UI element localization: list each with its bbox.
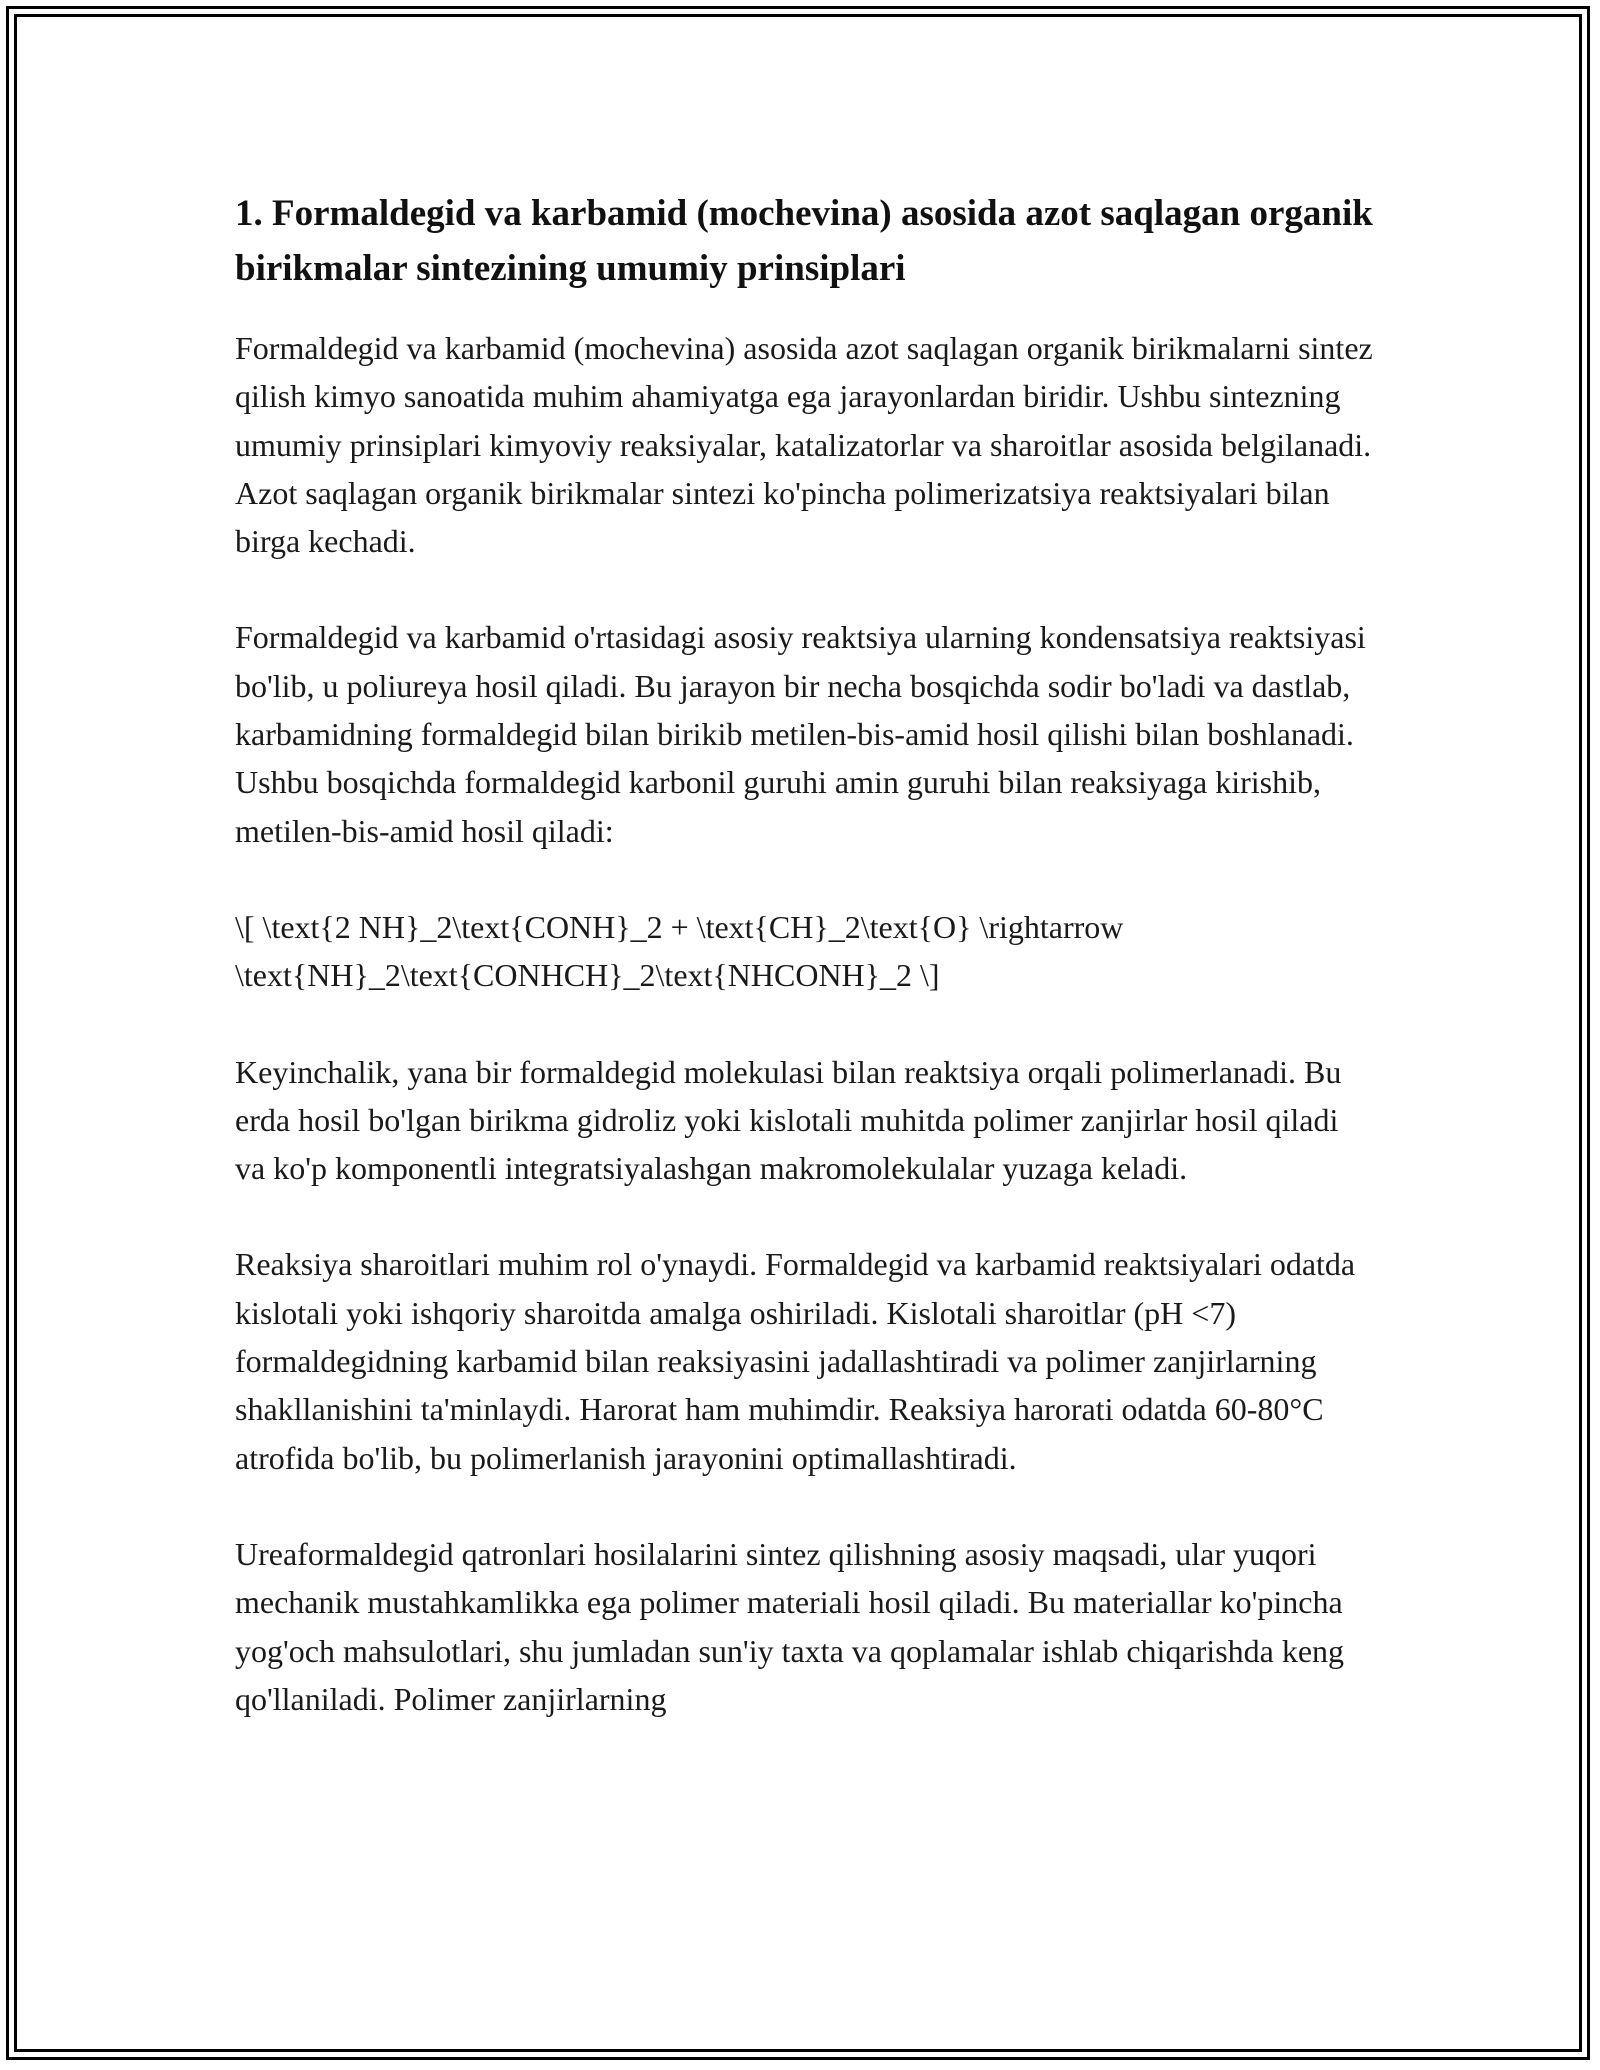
paragraph-polymerization: Keyinchalik, yana bir formaldegid molekulasi bilan reaktsiya orqali polimerlanadi. Bu erda hosil bo'lgan birikma gidroliz yoki kislotali muhitda polimer zanjirlar hosil qiladi va ko'p komponentli integratsiyalashgan makromolekulalar yuzaga keladi. — [235, 1053, 1342, 1187]
paragraph-intro: Formaldegid va karbamid (mochevina) asosida azot saqlagan organik birikmalarni sintez qilish kimyo sanoatida muhim ahamiyatga ega jarayonlardan biridir. Ushbu sintezning umumiy prinsiplari kimyoviy reaksiyalar, katalizatorlar va sharoitlar asosida belgilanadi. Azot saqlagan organik birikmalar sintezi ko'pincha polimerizatsiya reaktsiyalari bilan birga kechadi. — [235, 330, 1373, 560]
paragraph-condensation: Formaldegid va karbamid o'rtasidagi asosiy reaktsiya ularning kondensatsiya reaktsiyasi bo'lib, u poliureya hosil qiladi. Bu jarayon bir necha bosqichda sodir bo'ladi va dastlab, karbamidning formaldegid bilan birikib metilen-bis-amid hosil qilishi bilan boshlanadi. Ushbu bosqichda formaldegid karbonil guruhi amin guruhi bilan reaksiyaga kirishib, metilen-bis-amid hosil qiladi: — [235, 619, 1366, 849]
paragraph-conditions: Reaksiya sharoitlari muhim rol o'ynaydi. Formaldegid va karbamid reaktsiyalari odatda kislotali yoki ishqoriy sharoitda amalga oshiriladi. Kislotali sharoitlar (pH <7) formaldegidning karbamid bilan reaksiyasini jadallashtiradi va polimer zanjirlarning shakllanishini ta'minlaydi. Harorat ham muhimdir. Reaksiya harorati odatda 60-80°C atrofida bo'lib, bu polimerlanish jarayonini optimallashtiradi. — [235, 1246, 1356, 1476]
section-heading: 1. Formaldegid va karbamid (mochevina) asosida azot saqlagan organik birikmalar sintezining umumiy prinsiplari — [235, 193, 1373, 289]
paragraph-applications: Ureaformaldegid qatronlari hosilalarini sintez qilishning asosiy maqsadi, ular yuqori mechanik mustahkamlikka ega polimer materiali hosil qiladi. Bu materiallar ko'pincha yog'och mahsulotlari, shu jumladan sun'iy taxta va qoplamalar ishlab chiqarishda keng qo'llaniladi. Polimer zanjirlarning — [235, 1535, 1345, 1717]
document-body — [235, 186, 1375, 1771]
reaction-equation: \[ \text{2 NH}_2\text{CONH}_2 + \text{CH}_2\text{O} \rightarrow \text{NH}_2\text{CONHCH}_2\text{NHCONH}_2 \] — [235, 908, 1124, 994]
